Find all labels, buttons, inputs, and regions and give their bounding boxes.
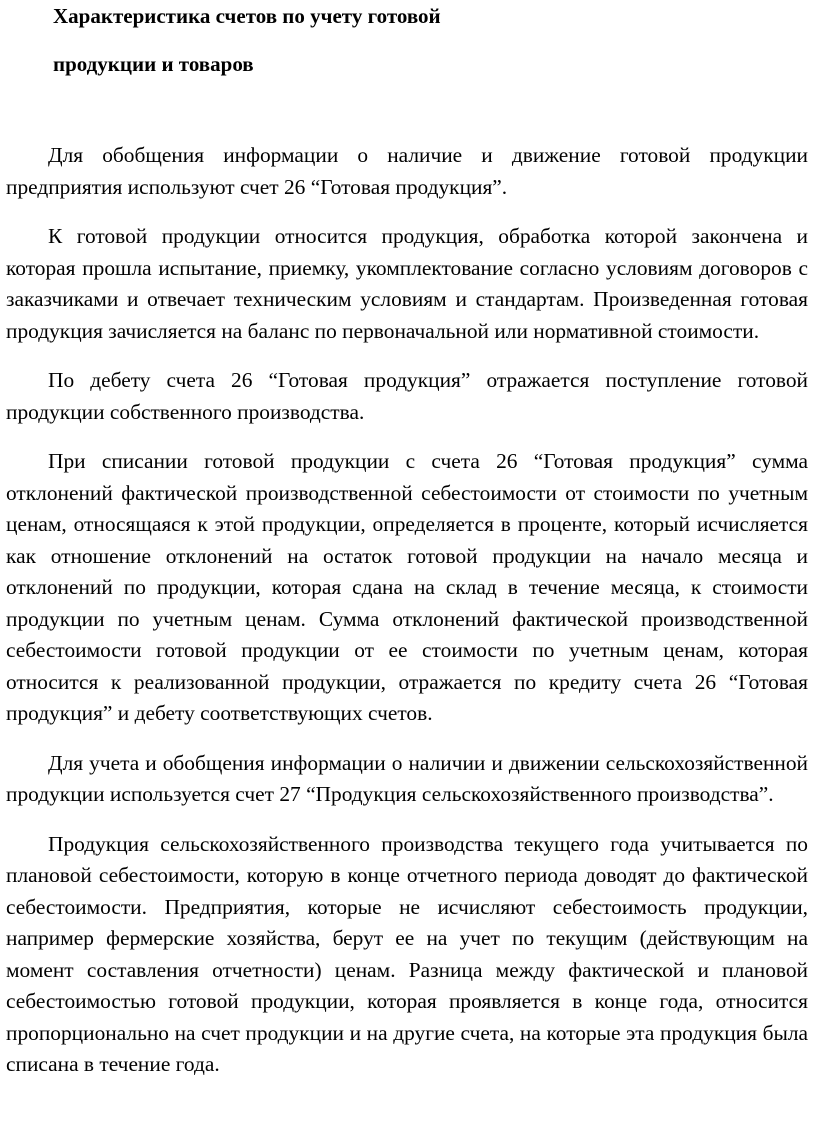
title-line-2: продукции и товаров <box>53 52 254 76</box>
document-title <box>6 0 441 88</box>
page-title <box>6 0 441 88</box>
paragraph-6: Продукция сельскохозяйственного производства текущего года учитывается по плановой себестоимости, которую в конце отчетного периода доводят до фактической себестоимости. Предприятия, которые не исчисляют себестоимость продукции, например фермерские хозяйства, берут ее на учет по текущим (действующим на момент составления отчетности) ценам. Разница между фактической и плановой себестоимостью готовой продукции, которая проявляется в конце года, относится пропорционально на счет продукции и на другие счета, на которые эта продукция была списана в течение года. <box>6 831 808 1076</box>
paragraph-1: Для обобщения информации о наличие и движение готовой продукции предприятия используют счет 26 “Готовая продукция”. <box>6 143 808 199</box>
paragraph-4: При списании готовой продукции с счета 26 “Готовая продукция” сумма отклонений фактической производственной себестоимости от стоимости по учетным ценам, относящаяся к этой продукции, определяется в проценте, который исчисляется как отношение отклонений на остаток готовой продукции на начало месяца и отклонений по продукции, которая сдана на склад в течение месяца, к стоимости продукции по учетным ценам. Сумма отклонений фактической производственной себестоимости готовой продукции от ее стоимости по учетным ценам, которая относится к реализованной продукции, отражается по кредиту счета 26 “Готовая продукция” и дебету соответствующих счетов. <box>6 449 808 725</box>
paragraph-5: Для учета и обобщения информации о наличии и движении сельскохозяйственной продукции используется счет 27 “Продукция сельскохозяйственного производства”. <box>6 750 808 806</box>
title-line-1: Характеристика счетов по учету готовой <box>53 4 441 28</box>
document-body <box>6 140 808 1099</box>
paragraph-2: К готовой продукции относится продукция, обработка которой закончена и которая прошла испытание, приемку, укомплектование согласно условиям договоров с заказчиками и отвечает техническим условиям и стандартам. Произведенная готовая продукция зачисляется на баланс по первоначальной или нормативной стоимости. <box>6 224 808 343</box>
paragraph-3: По дебету счета 26 “Готовая продукция” отражается поступление готовой продукции собственного производства. <box>6 368 808 424</box>
